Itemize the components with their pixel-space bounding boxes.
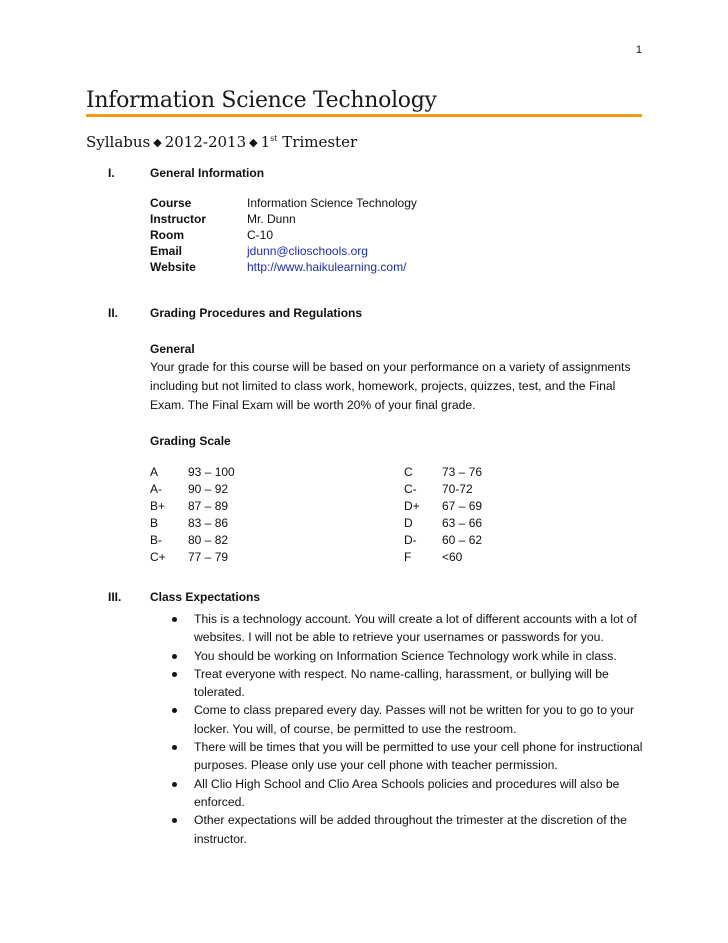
- grade-row: [150, 499, 228, 516]
- list-item: [150, 701, 650, 738]
- grade-letter: A: [150, 465, 159, 479]
- grade-letter: B: [150, 516, 159, 530]
- document-subtitle: [86, 133, 357, 151]
- grade-range: 90 – 92: [188, 482, 229, 496]
- grade-range: 67 – 69: [442, 499, 483, 513]
- subtitle-year: 2012-2013: [164, 133, 247, 151]
- list-item-text: There will be times that you will be permitted to use your cell phone for instructional purposes. Please only use your cell phone with teacher permission.: [194, 740, 643, 773]
- bullet-icon: [172, 672, 177, 677]
- list-item-text: All Clio High School and Clio Area Schools policies and procedures will also be enforced.: [194, 776, 620, 809]
- grade-row: [150, 550, 228, 567]
- bullet-icon: [172, 782, 177, 787]
- info-row-course: [150, 196, 417, 212]
- subtitle-term-word: Trimester: [282, 133, 358, 151]
- section-numeral-3: III.: [108, 590, 122, 604]
- grade-row: [150, 533, 228, 550]
- bullet-icon: [172, 818, 177, 823]
- grade-row: [404, 516, 482, 533]
- grade-range: 80 – 82: [188, 533, 229, 547]
- info-value: Mr. Dunn: [247, 212, 296, 226]
- expectations-list: [150, 610, 650, 848]
- subtitle-label: Syllabus: [86, 133, 151, 151]
- grade-range: 70-72: [442, 482, 473, 496]
- list-item-text: Come to class prepared every day. Passes will not be written for you to go to your locker. You will, of course, be permitted to use the restroom.: [194, 703, 635, 736]
- section-title-general-information: General Information: [150, 166, 265, 180]
- grade-range: 93 – 100: [188, 465, 235, 479]
- grading-scale-heading: Grading Scale: [150, 434, 231, 448]
- info-label: Instructor: [150, 212, 207, 226]
- list-item-text: This is a technology account. You will create a lot of different accounts with a lot of websites. I will not be able to retrieve your usernames or passwords for you.: [194, 612, 637, 645]
- general-paragraph: Your grade for this course will be based on your performance on a variety of assignments including but not limited to class work, homework, projects, quizzes, test, and the Final Exam. The Final Exam will be worth 20% of your final grade.: [150, 360, 631, 412]
- grade-letter: B-: [150, 533, 162, 547]
- info-label: Email: [150, 244, 183, 258]
- grade-range: 63 – 66: [442, 516, 483, 530]
- document-title: Information Science Technology: [86, 88, 437, 113]
- list-item: [150, 665, 650, 702]
- grade-letter: D: [404, 516, 413, 530]
- website-link[interactable]: http://www.haikulearning.com/: [247, 260, 407, 274]
- list-item: [150, 738, 650, 775]
- diamond-icon: ◆: [153, 136, 162, 149]
- grade-range: 77 – 79: [188, 550, 229, 564]
- grade-range: 87 – 89: [188, 499, 229, 513]
- general-heading: General: [150, 342, 195, 356]
- list-item: [150, 811, 650, 848]
- info-row-room: [150, 228, 273, 244]
- bullet-icon: [172, 745, 177, 750]
- grade-row: [404, 550, 462, 567]
- bullet-icon: [172, 654, 177, 659]
- bullet-icon: [172, 708, 177, 713]
- section-title-grading: Grading Procedures and Regulations: [150, 306, 363, 320]
- grade-range: 60 – 62: [442, 533, 483, 547]
- grade-row: [404, 482, 473, 499]
- bullet-icon: [172, 617, 177, 622]
- list-item: [150, 647, 650, 665]
- grade-row: [150, 516, 228, 533]
- grade-row: [404, 533, 482, 550]
- grade-row: [150, 482, 228, 499]
- grade-range: 73 – 76: [442, 465, 483, 479]
- list-item: [150, 610, 650, 647]
- grade-letter: D+: [404, 499, 420, 513]
- subtitle-term-number: 1: [260, 133, 271, 151]
- diamond-icon: ◆: [249, 136, 258, 149]
- info-row-email: [150, 244, 368, 260]
- grade-row: [150, 465, 235, 482]
- grade-letter: A-: [150, 482, 162, 496]
- list-item-text: You should be working on Information Science Technology work while in class.: [194, 648, 617, 663]
- info-row-instructor: [150, 212, 296, 228]
- info-value: Information Science Technology: [247, 196, 417, 210]
- info-value: C-10: [247, 228, 274, 242]
- list-item-text: Other expectations will be added throughout the trimester at the discretion of the instructor.: [194, 813, 627, 846]
- grade-range: 83 – 86: [188, 516, 229, 530]
- grade-range: <60: [442, 550, 463, 564]
- subtitle-term-superscript: st: [270, 134, 278, 143]
- list-item: [150, 775, 650, 812]
- grade-letter: B+: [150, 499, 166, 513]
- grade-letter: D-: [404, 533, 417, 547]
- email-link[interactable]: jdunn@clioschools.org: [247, 244, 368, 258]
- info-label: Room: [150, 228, 184, 242]
- info-row-website: [150, 260, 406, 276]
- list-item-text: Treat everyone with respect. No name-calling, harassment, or bullying will be tolerated.: [194, 666, 609, 700]
- section-title-class-expectations: Class Expectations: [150, 590, 261, 604]
- grade-letter: C-: [404, 482, 417, 496]
- grade-letter: C+: [150, 550, 166, 564]
- grade-letter: F: [404, 550, 412, 564]
- info-label: Course: [150, 196, 192, 210]
- info-label: Website: [150, 260, 196, 274]
- grade-row: [404, 465, 482, 482]
- section-numeral-2: II.: [108, 306, 119, 320]
- grade-row: [404, 499, 482, 516]
- title-underline-rule: [86, 114, 642, 117]
- page-number: 1: [635, 44, 642, 56]
- section-numeral-1: I.: [108, 166, 115, 180]
- grade-letter: C: [404, 465, 413, 479]
